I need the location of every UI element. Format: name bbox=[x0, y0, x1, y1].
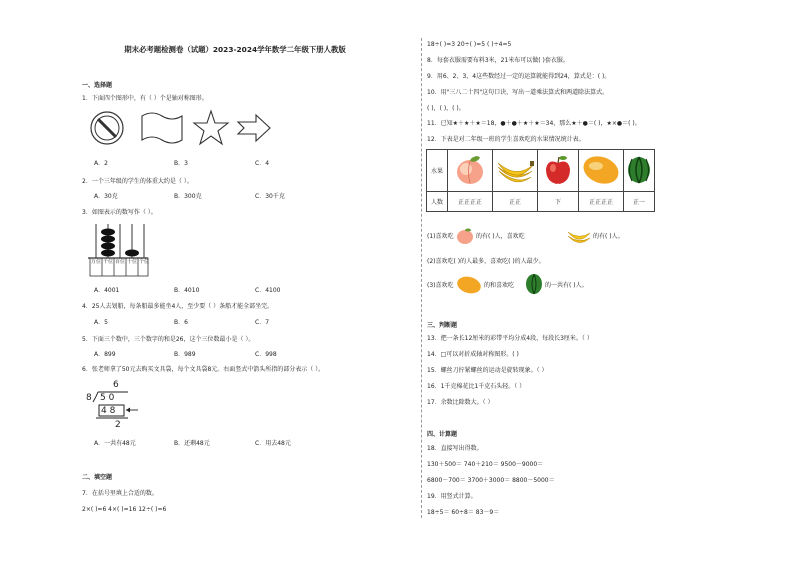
q2-option-c: C．30千克 bbox=[255, 193, 285, 200]
q9-text: 9．用6、2、3、4这些数经过一定的运算就能得到24，算式是：( )。 bbox=[427, 73, 611, 80]
q1-option-c: C．4 bbox=[255, 160, 270, 167]
fruit-stat-table bbox=[426, 149, 655, 212]
table-count-peach: 正正正正 bbox=[448, 192, 493, 212]
q18-row-2: 6800－700＝ 3700＋3000＝ 8800－5000＝ bbox=[427, 477, 555, 484]
watermelon-icon bbox=[627, 156, 651, 184]
q1-shapes-figure bbox=[88, 108, 268, 148]
section-judge: 三、判断题 bbox=[427, 322, 458, 329]
q4-option-b: B．6 bbox=[174, 319, 188, 326]
flag-wave-icon bbox=[142, 113, 182, 143]
section-calc: 四、计算题 bbox=[427, 431, 458, 438]
q4-option-c: C．7 bbox=[255, 319, 270, 326]
q6-option-b: B．还剩48元 bbox=[174, 440, 210, 447]
q8-text: 8．每套衣服需要布料3米，21米布可以做( )套衣服。 bbox=[427, 57, 569, 64]
star-icon bbox=[194, 111, 228, 144]
q13-text: 13．把一条长12厘米的彩带平均分成4段，每段长3厘米。（ ） bbox=[427, 335, 593, 342]
table-count-apple: 下 bbox=[538, 192, 579, 212]
q11-text: 11．已知★＋★＋★＝18，●＋●＋★＋★＝34，那么★＋●＝( )，★×●＝( )。 bbox=[427, 120, 641, 127]
q12-3-mid: 的和喜欢吃 bbox=[484, 282, 515, 289]
q14-text: 14．□可以对折成轴对称图形。( ) bbox=[427, 351, 519, 358]
table-count-watermelon: 正一 bbox=[624, 192, 655, 212]
q18-row-1: 130＋500＝ 740＋210＝ 9500－9000＝ bbox=[427, 461, 544, 468]
q15-text: 15．螺丝刀拧紧螺丝的运动是旋转现象。（ ） bbox=[427, 367, 548, 374]
apple-icon bbox=[543, 154, 573, 186]
banana-icon bbox=[495, 155, 535, 185]
abacus-label-ge: 个位 bbox=[138, 259, 149, 265]
abacus-label-qian: 千位 bbox=[102, 259, 113, 265]
q3-option-a: A．4001 bbox=[94, 287, 120, 294]
no-sign-icon bbox=[91, 112, 123, 144]
abacus-label-wan: 万位 bbox=[90, 259, 101, 265]
q2-option-b: B．300克 bbox=[174, 193, 202, 200]
mango-icon bbox=[581, 155, 621, 185]
q6-text: 6．张老师拿了50元去购买文具袋，每个文具袋8元。右面竖式中箭头所指的部分表示（ ）。 bbox=[82, 366, 325, 373]
q12-3-start: (3)喜欢吃 bbox=[427, 282, 454, 289]
q1-option-a: A．2 bbox=[94, 160, 108, 167]
abacus-label-shi: 十位 bbox=[126, 259, 137, 265]
division-product: 4 8 bbox=[101, 406, 116, 416]
division-remainder: 2 bbox=[115, 420, 121, 430]
division-divisor: 8 bbox=[86, 393, 92, 403]
banana-small-icon bbox=[566, 228, 592, 244]
section-fill: 二、填空题 bbox=[82, 474, 113, 481]
q2-text: 2．一个三年级的学生的体重大约是（ ）。 bbox=[82, 178, 193, 185]
q3-text: 3．如图表示的数写作（ ）。 bbox=[82, 209, 157, 216]
q3-option-c: C．4100 bbox=[255, 287, 281, 294]
watermelon-small-icon bbox=[525, 273, 543, 295]
q1-option-b: B．3 bbox=[174, 160, 188, 167]
q12-1-end: 的有( )人。 bbox=[593, 233, 624, 240]
table-cell-watermelon bbox=[624, 150, 655, 192]
table-cell-apple bbox=[538, 150, 579, 192]
q7-equations: 2×( )=6 4×( )=16 12÷( )=6 bbox=[82, 506, 167, 513]
peach-small-icon bbox=[455, 227, 475, 245]
table-cell-banana bbox=[493, 150, 538, 192]
table-header-count: 人数 bbox=[427, 192, 448, 212]
q12-1-start: (1)喜欢吃 bbox=[427, 233, 454, 240]
q4-text: 4．25人去划船，每条船最多能坐4人，至少要（ ）条船才能全部坐完。 bbox=[82, 303, 274, 310]
q5-text: 5．下面三个数中，三个数字的和是26，这个三位数最小是（ ）。 bbox=[82, 336, 255, 343]
q5-option-c: C．998 bbox=[255, 351, 277, 358]
table-count-banana: 正正 bbox=[493, 192, 538, 212]
abacus-label-bai: 百位 bbox=[114, 259, 125, 265]
q17-text: 17．余数比除数大。（ ） bbox=[427, 399, 494, 406]
q1-text: 1．下面四个图形中，有（ ）个是轴对称图形。 bbox=[82, 95, 208, 102]
q19-text: 19．用竖式计算。 bbox=[427, 493, 477, 500]
arrow-right-icon bbox=[238, 115, 270, 141]
table-cell-peach bbox=[448, 150, 493, 192]
q3-option-b: B．4010 bbox=[174, 287, 200, 294]
q6-option-c: C．用去48元 bbox=[255, 440, 291, 447]
division-quotient: 6 bbox=[113, 380, 119, 390]
peach-icon bbox=[455, 154, 485, 186]
division-dividend: 5 0 bbox=[100, 393, 115, 403]
q12-3-end: 的一共有( )人。 bbox=[545, 282, 588, 289]
q4-option-a: A．5 bbox=[94, 319, 108, 326]
q7-text: 7．在括号里填上合适的数。 bbox=[82, 490, 158, 497]
q5-option-b: B．989 bbox=[174, 351, 196, 358]
q7-continued-equations: 18÷( )=3 20÷( )=5 ( )÷4=5 bbox=[427, 41, 512, 48]
q19-row-1: 18÷5＝ 60÷8＝ 83－9＝ bbox=[427, 509, 500, 516]
q10-text: 10．用"三八二十四"这句口诀，写出一道乘法算式和两道除法算式。 bbox=[427, 89, 609, 96]
page-title: 期末必考题检测卷（试题）2023-2024学年数学二年级下册人教版 bbox=[124, 45, 346, 54]
abacus-figure bbox=[86, 222, 148, 280]
section-choice: 一、选择题 bbox=[82, 82, 113, 89]
table-count-mango: 正正正正 bbox=[579, 192, 624, 212]
q12-1-mid: 的有( )人，喜欢吃 bbox=[476, 233, 525, 240]
q5-option-a: A．899 bbox=[94, 351, 116, 358]
table-header-fruit: 水果 bbox=[427, 150, 448, 192]
q16-text: 16．1千克棉花比1千克石头轻。（ ） bbox=[427, 383, 526, 390]
q12-2: (2)喜欢吃( )的人最多，喜欢吃( )的人最少。 bbox=[427, 258, 545, 265]
table-cell-mango bbox=[579, 150, 624, 192]
q2-option-a: A．30克 bbox=[94, 193, 118, 200]
mango-small-icon bbox=[455, 275, 483, 295]
q6-option-a: A．一共有48元 bbox=[94, 440, 136, 447]
q12-text: 12．下表是对二年级一班的学生喜欢吃的水果情况统计表。 bbox=[427, 136, 585, 143]
q18-text: 18．直接写出得数。 bbox=[427, 445, 483, 452]
column-divider bbox=[421, 38, 422, 518]
q10-blanks: ( )，( )，( )。 bbox=[427, 105, 465, 112]
